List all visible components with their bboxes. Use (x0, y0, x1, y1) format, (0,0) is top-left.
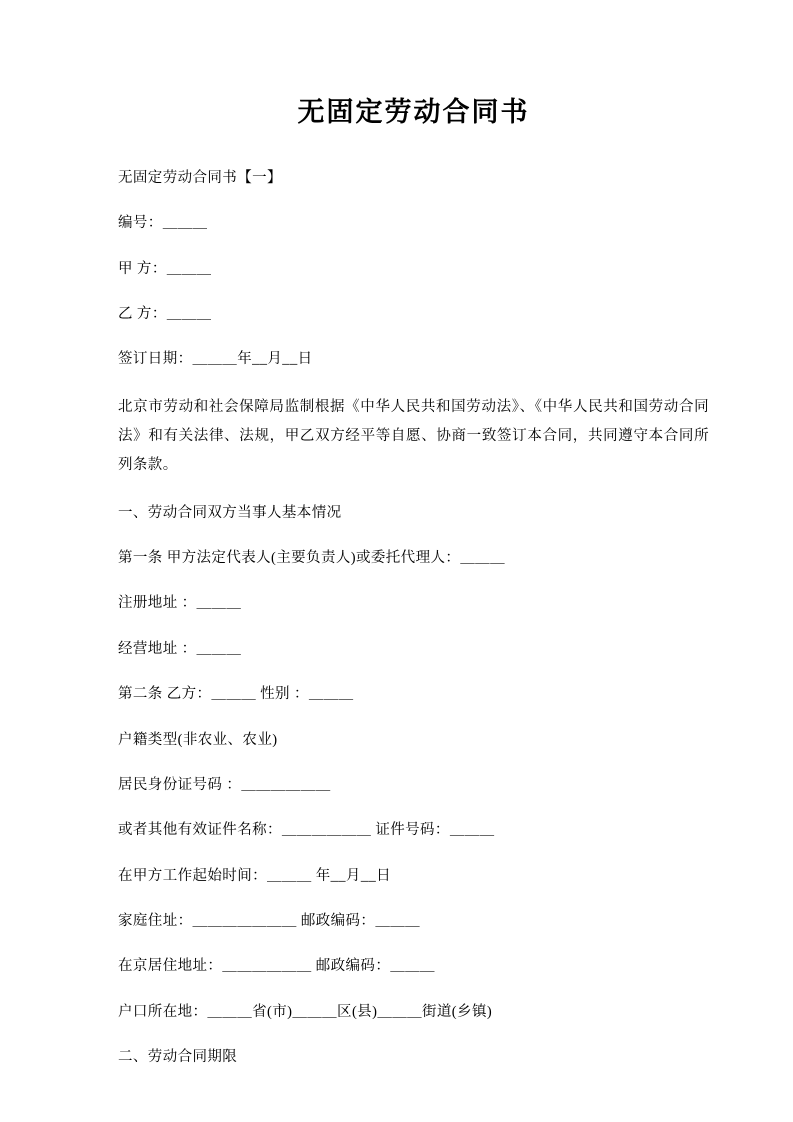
page-title: 无固定劳动合同书 (297, 97, 530, 127)
paragraph-other-certificate: 或者其他有效证件名称：＿＿＿＿＿＿ 证件号码：＿＿＿ (118, 822, 495, 839)
heading-section-one: 一、劳动合同双方当事人基本情况 (118, 504, 342, 521)
paragraph-article-2: 第二条 乙方：＿＿＿ 性别 ：＿＿＿ (118, 686, 354, 703)
paragraph-party-b: 乙 方：＿＿＿ (118, 305, 212, 322)
paragraph-preamble: 北京市劳动和社会保障局监制根据《中华人民共和国劳动法》、《中华人民共和国劳动合同法》和有关法律、法规，甲乙双方经平等自愿、协商一致签订本合同，共同遵守本合同所列条款。 (118, 398, 709, 473)
paragraph-article-1: 第一条 甲方法定代表人(主要负责人)或委托代理人：＿＿＿ (118, 550, 505, 567)
paragraph-party-a: 甲 方：＿＿＿ (118, 260, 212, 277)
heading-section-two: 二、劳动合同期限 (118, 1049, 238, 1066)
paragraph-household-type: 户籍类型(非农业、农业) (118, 731, 278, 748)
paragraph-home-address: 家庭住址：＿＿＿＿＿＿＿ 邮政编码：＿＿＿ (118, 913, 421, 930)
paragraph-subtitle: 无固定劳动合同书【一】 (118, 169, 282, 186)
paragraph-business-address: 经营地址 ：＿＿＿ (118, 640, 242, 657)
paragraph-sign-date: 签订日期：＿＿＿年__月__日 (118, 351, 313, 368)
paragraph-household-location: 户口所在地：＿＿＿省(市)＿＿＿区(县)＿＿＿街道(乡镇) (118, 1003, 493, 1020)
paragraph-registered-address: 注册地址 ：＿＿＿ (118, 595, 242, 612)
paragraph-beijing-address: 在京居住地址：＿＿＿＿＿＿ 邮政编码：＿＿＿ (118, 958, 435, 975)
paragraph-contract-number: 编号：＿＿＿ (118, 215, 208, 232)
paragraph-work-start-date: 在甲方工作起始时间：＿＿＿ 年__月__日 (118, 867, 392, 884)
paragraph-id-number: 居民身份证号码 ：＿＿＿＿＿＿ (118, 776, 331, 793)
